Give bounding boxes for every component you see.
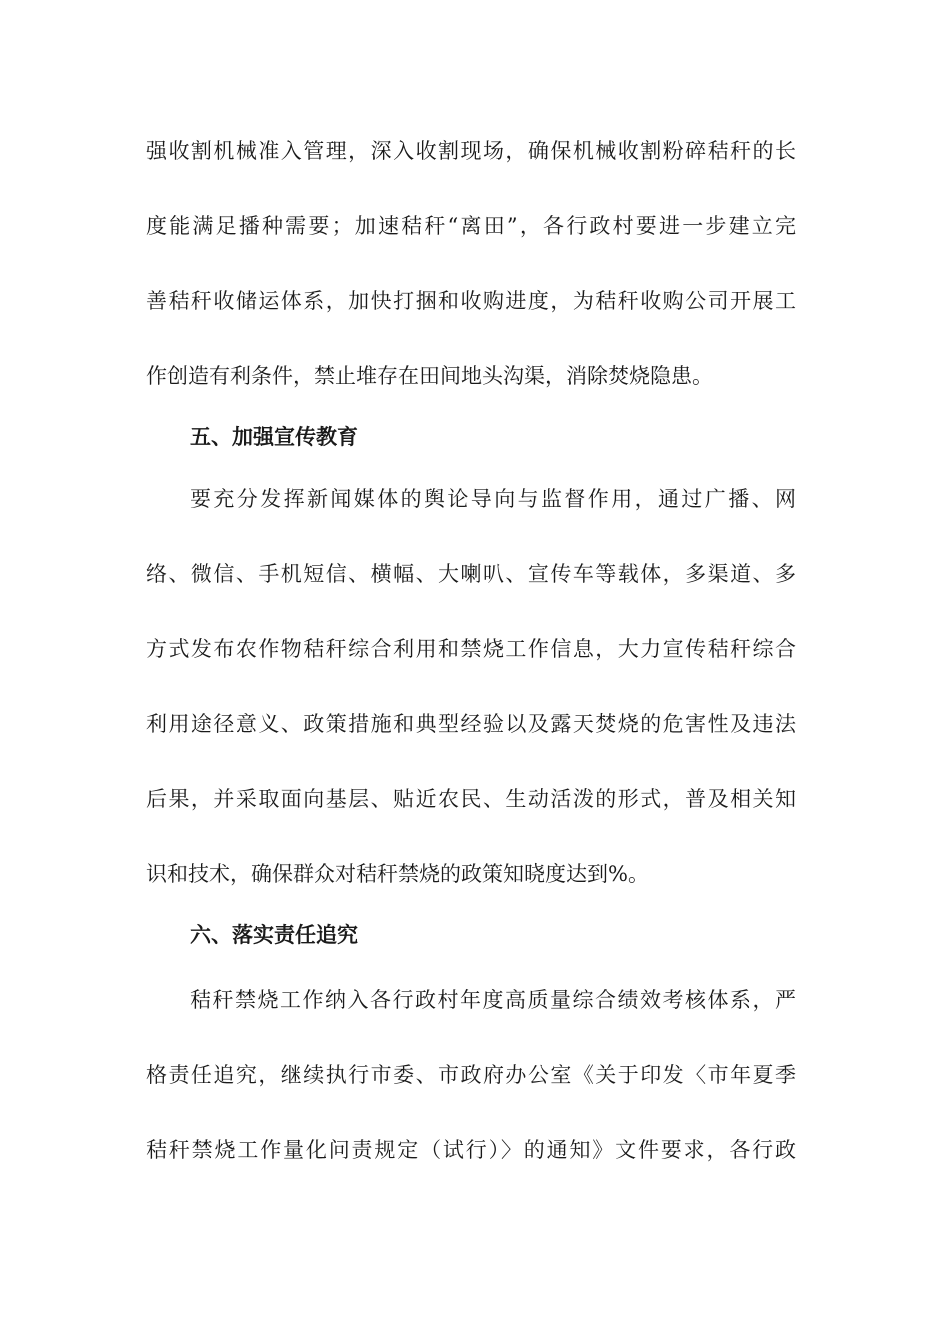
paragraph-line: 要充分发挥新闻媒体的舆论导向与监督作用，通过广播、网 (190, 487, 796, 511)
paragraph-line: 识和技术，确保群众对秸秆禁烧的政策知晓度达到%。 (146, 862, 649, 886)
paragraph-line: 作创造有利条件，禁止堆存在田间地头沟渠，消除焚烧隐患。 (146, 364, 713, 388)
section-heading: 六、落实责任追究 (190, 922, 358, 947)
paragraph-line: 强收割机械准入管理，深入收割现场，确保机械收割粉碎秸秆的长 (146, 139, 796, 163)
paragraph-line: 秸秆禁烧工作纳入各行政村年度高质量综合绩效考核体系，严 (190, 988, 796, 1012)
paragraph-line: 后果，并采取面向基层、贴近农民、生动活泼的形式，普及相关知 (146, 787, 796, 811)
paragraph-line: 方式发布农作物秸秆综合利用和禁烧工作信息，大力宣传秸秆综合 (146, 637, 796, 661)
paragraph-line: 善秸秆收储运体系，加快打捆和收购进度，为秸秆收购公司开展工 (146, 289, 796, 313)
paragraph-line: 秸秆禁烧工作量化问责规定（试行）〉的通知》文件要求，各行政 (146, 1138, 796, 1162)
paragraph-line: 利用途径意义、政策措施和典型经验以及露天焚烧的危害性及违法 (146, 712, 796, 736)
paragraph-line: 络、微信、手机短信、横幅、大喇叭、宣传车等载体，多渠道、多 (146, 562, 796, 586)
paragraph-line: 格责任追究，继续执行市委、市政府办公室《关于印发〈市年夏季 (146, 1063, 796, 1087)
paragraph-line: 度能满足播种需要；加速秸秆“离田”，各行政村要进一步建立完 (146, 214, 796, 238)
section-heading: 五、加强宣传教育 (190, 424, 358, 449)
